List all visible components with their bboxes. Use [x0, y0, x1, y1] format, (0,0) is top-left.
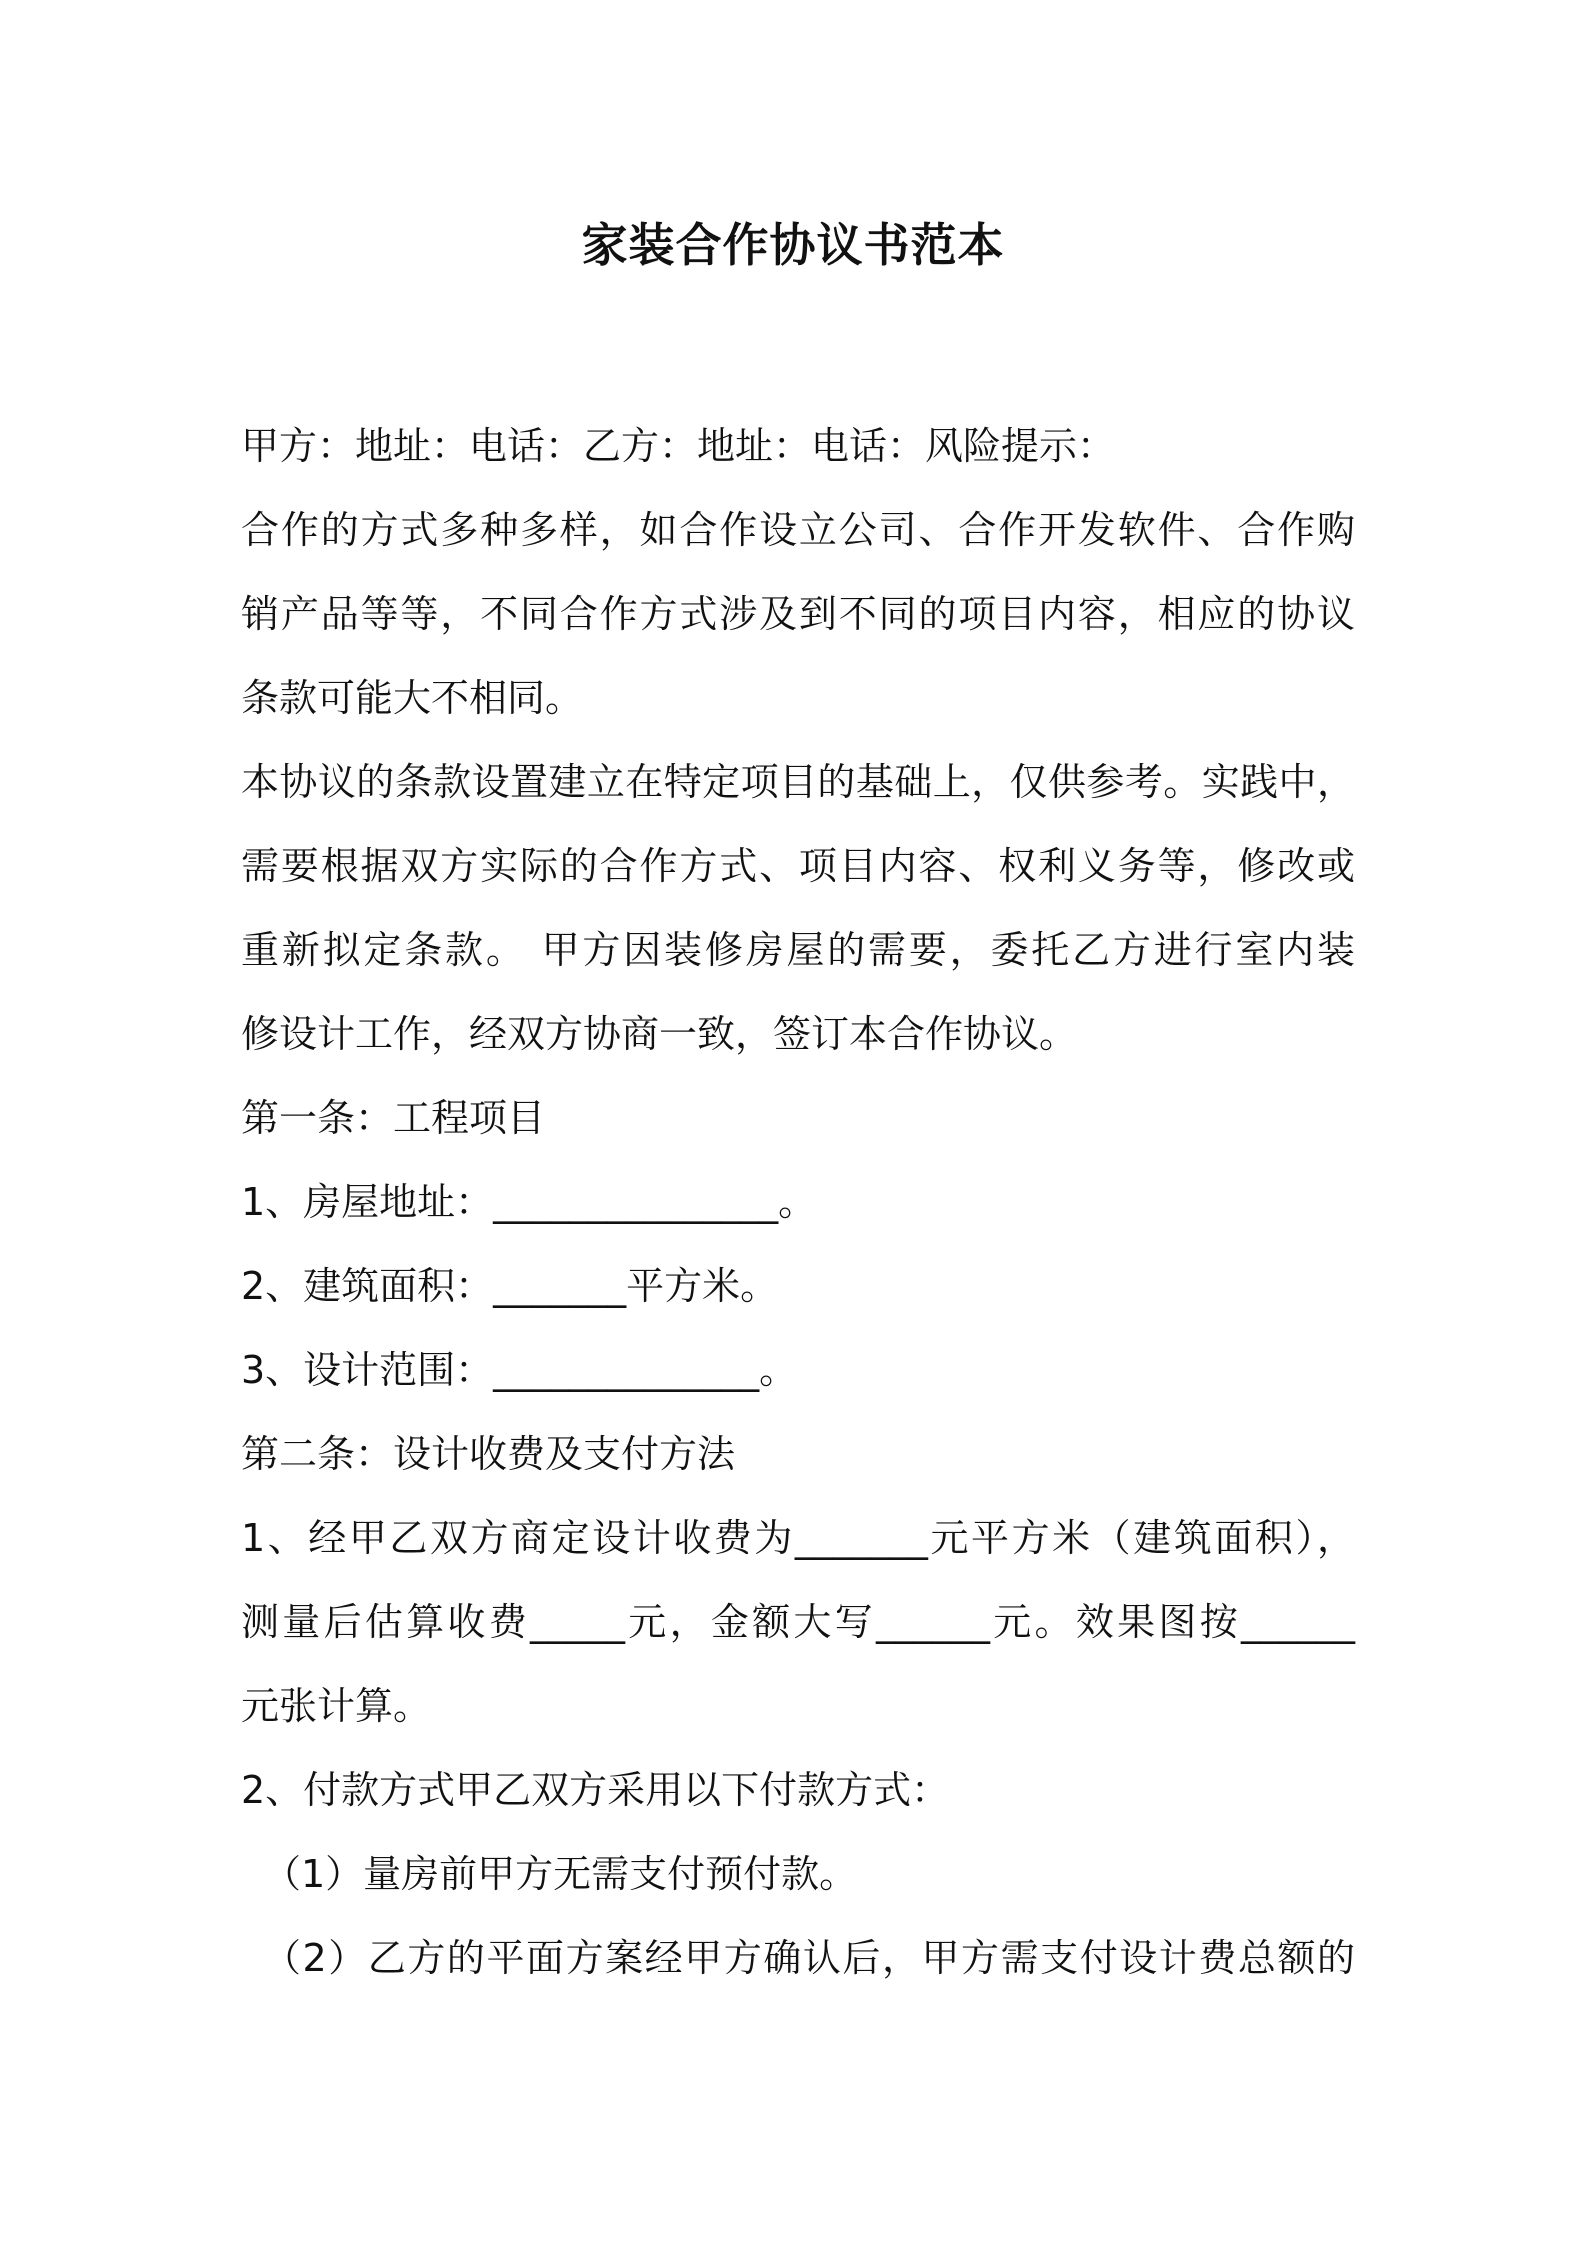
paragraph-line: 修设计工作，经双方协商一致，签订本合作协议。 — [241, 1012, 1078, 1056]
clause-line: 3、设计范围：______________。 — [241, 1348, 798, 1392]
article-heading: 第二条：设计收费及支付方法 — [241, 1432, 736, 1476]
clause-line: 元张计算。 — [241, 1684, 432, 1728]
paragraph-line: 销产品等等，不同合作方式涉及到不同的项目内容，相应的协议 — [241, 592, 1355, 636]
paragraph-line: 重新拟定条款。 甲方因装修房屋的需要，委托乙方进行室内装 — [241, 928, 1355, 972]
clause-line: 1、房屋地址：_______________。 — [241, 1180, 817, 1224]
clause-line: 1、经甲乙双方商定设计收费为_______元平方米（建筑面积）， — [241, 1516, 1355, 1560]
paragraph-line: 条款可能大不相同。 — [241, 676, 584, 720]
parties-line: 甲方：地址：电话：乙方：地址：电话：风险提示： — [241, 424, 1116, 468]
paragraph-line: 合作的方式多种多样，如合作设立公司、合作开发软件、合作购 — [241, 508, 1355, 552]
sub-clause-line: （1）量房前甲方无需支付预付款。 — [263, 1852, 858, 1896]
clause-line: 测量后估算收费_____元，金额大写______元。效果图按______ — [241, 1600, 1355, 1644]
clause-line: 2、付款方式甲乙双方采用以下付款方式： — [241, 1768, 950, 1812]
sub-clause-line: （2）乙方的平面方案经甲方确认后，甲方需支付设计费总额的 — [263, 1936, 1355, 1980]
document-title: 家装合作协议书范本 — [581, 218, 1005, 272]
document-body — [241, 404, 1355, 2000]
article-heading: 第一条：工程项目 — [241, 1096, 546, 1140]
clause-line: 2、建筑面积：_______平方米。 — [241, 1264, 779, 1308]
paragraph-line: 需要根据双方实际的合作方式、项目内容、权利义务等，修改或 — [241, 844, 1355, 888]
paragraph-line: 本协议的条款设置建立在特定项目的基础上，仅供参考。实践中， — [241, 760, 1355, 804]
